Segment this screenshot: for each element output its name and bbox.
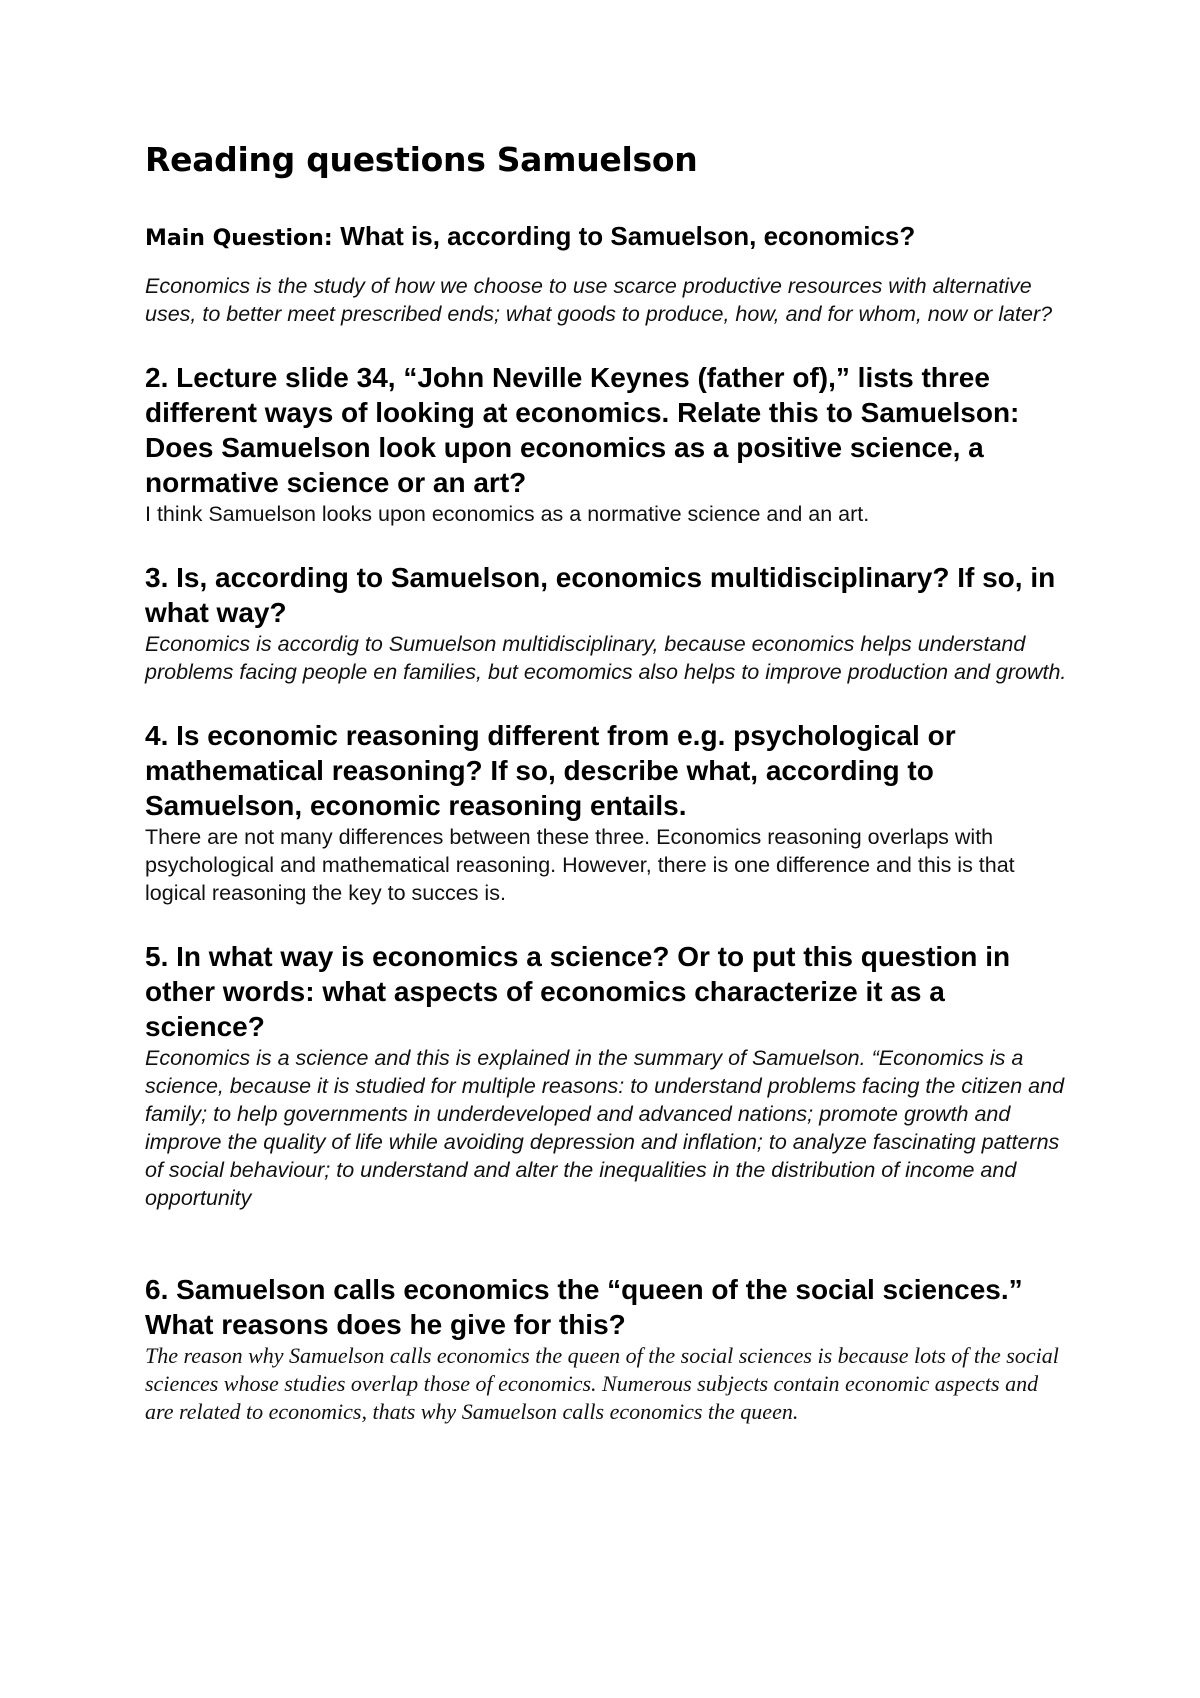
question-section-4	[145, 718, 1070, 907]
main-question	[145, 221, 1070, 252]
main-question-lead: Main Question:	[145, 226, 341, 251]
document-page	[145, 140, 1070, 1458]
question-3: 3. Is, according to Samuelson, economics multidisciplinary? If so, in what way?	[145, 562, 1056, 628]
question-section-6	[145, 1272, 1070, 1426]
question-2: 2. Lecture slide 34, “John Neville Keynes (father of),” lists three different ways of looking at economics. Relate this to Samuelson: Does Samuelson look upon economics as a positive science, a normative science or an art?	[145, 362, 1020, 498]
question-4: 4. Is economic reasoning different from e.g. psychological or mathematical reasoning? If so, describe what, according to Samuelson, economic reasoning entails.	[145, 720, 956, 821]
main-question-text: What is, according to Samuelson, economics?	[340, 221, 916, 251]
question-section-3	[145, 560, 1070, 686]
question-6: 6. Samuelson calls economics the “queen of the social sciences.” What reasons does he give for this?	[145, 1274, 1023, 1340]
answer-4: There are not many differences between these three. Economics reasoning overlaps with psychological and mathematical reasoning. However, there is one difference and this is that logical reasoning the key to succes is.	[145, 825, 1015, 905]
answer-3: Economics is accordig to Sumuelson multidisciplinary, because economics helps understand problems facing people en families, but ecomomics also helps to improve production and growth.	[145, 632, 1067, 684]
document-title: Reading questions Samuelson	[145, 140, 698, 179]
question-5: 5. In what way is economics a science? Or to put this question in other words: what aspects of economics characterize it as a science?	[145, 941, 1011, 1042]
question-section-5	[145, 939, 1070, 1212]
answer-6: The reason why Samuelson calls economics the queen of the social sciences is because lots of the social sciences whose studies overlap those of economics. Numerous subjects contain economic aspects and are related to economics, thats why Samuelson calls economics the queen.	[145, 1343, 1059, 1424]
main-question-section	[145, 221, 1070, 328]
answer-2: I think Samuelson looks upon economics as a normative science and an art.	[145, 502, 870, 526]
main-question-answer: Economics is the study of how we choose to use scarce productive resources with alternative uses, to better meet prescribed ends; what goods to produce, how, and for whom, now or later?	[145, 274, 1053, 326]
answer-5: Economics is a science and this is explained in the summary of Samuelson. “Economics is a science, because it is studied for multiple reasons: to understand problems facing the citizen and family; to help governments in underdeveloped and advanced nations; promote growth and improve the quality of life while avoiding depression and inflation; to analyze fascinating patterns of social behaviour; to understand and alter the inequalities in the distribution of income and opportunity	[145, 1046, 1065, 1210]
question-section-2	[145, 360, 1070, 528]
